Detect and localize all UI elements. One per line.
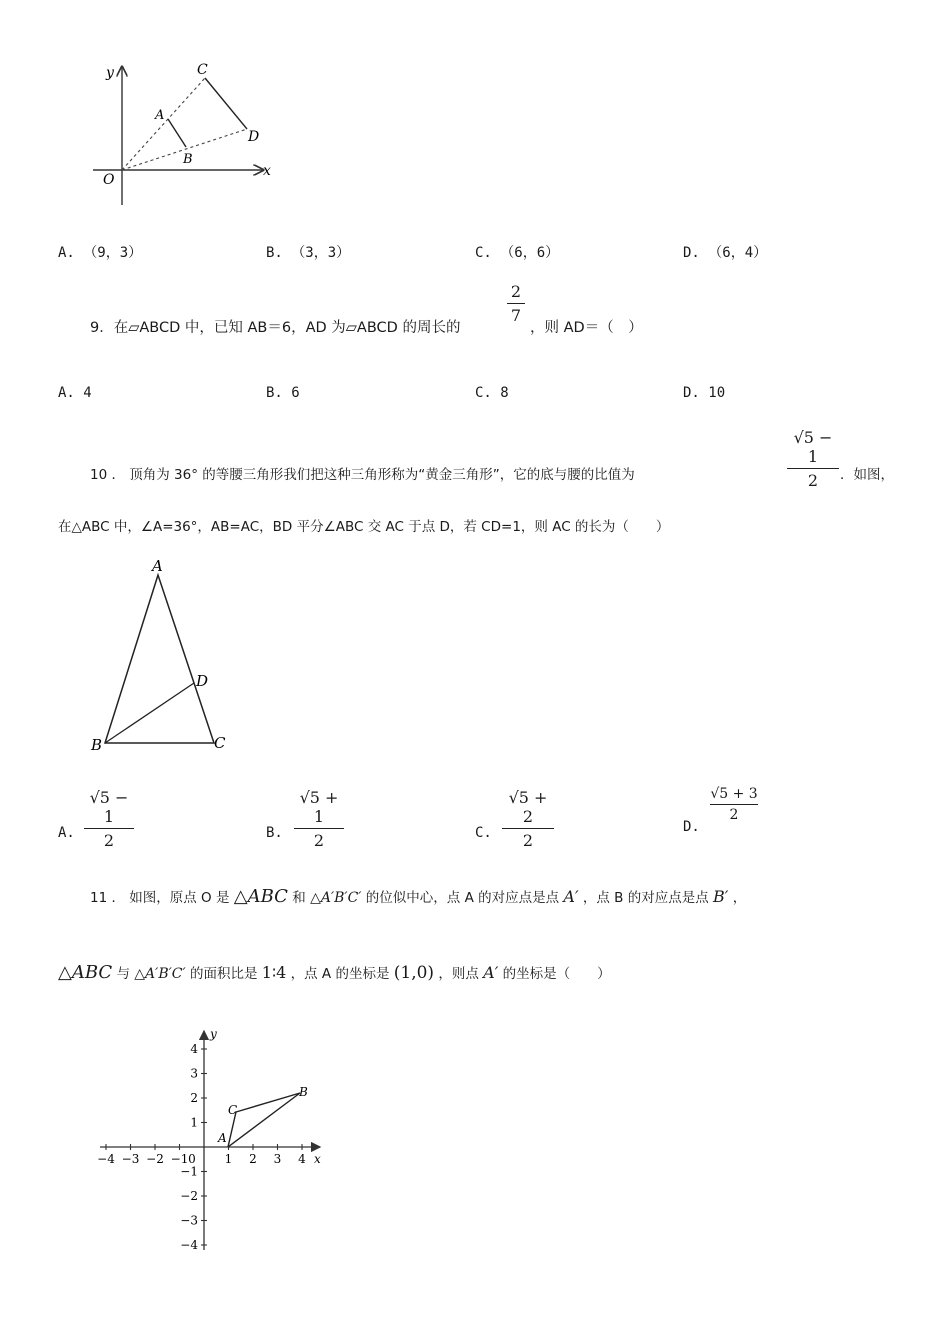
q11-y-tick-label: 2: [190, 1091, 198, 1105]
q10-option-c-bar: [502, 828, 554, 829]
q8-point-d-label: D: [248, 129, 260, 145]
q11-l1-e: ，: [732, 890, 747, 906]
q10-option-d-letter: D.: [683, 819, 700, 835]
q9-option-c[interactable]: C. 8: [475, 385, 509, 401]
q10-option-a-fraction: [84, 788, 134, 850]
q11-y-tick-label: 1: [190, 1115, 198, 1130]
q11-coordinate-a: (1,0): [393, 963, 435, 983]
q11-axes: [100, 1031, 320, 1250]
q10-golden-ratio-numerator: √5 − 1: [793, 428, 833, 466]
q11-coordinate-figure: [88, 1025, 338, 1260]
q11-point-b-label: B: [299, 1085, 308, 1099]
q10-option-d-numerator: √5 + 3: [710, 786, 758, 802]
q10-point-d-label: D: [196, 672, 209, 690]
q10-option-b-denominator: 2: [313, 831, 325, 850]
q9-fraction-denominator: 7: [510, 306, 522, 325]
q10-stem-line1-end: ．如图，: [840, 467, 894, 483]
q10-triangle-abc: [105, 575, 214, 743]
q11-l2-a: 与: [116, 966, 130, 982]
q11-l1-a: 11 ． 如图，原点 O 是: [90, 890, 230, 906]
q10-option-c-fraction: [502, 788, 554, 850]
q8-segment-cd: [205, 78, 247, 129]
q8-x-label: x: [263, 163, 271, 179]
q8-y-label: y: [106, 65, 114, 81]
q10-option-a-letter: A.: [58, 825, 75, 841]
q10-option-d-denominator: 2: [729, 807, 739, 823]
q11-x-tick-label: 4: [298, 1152, 306, 1166]
q10-option-d-bar: [710, 804, 758, 805]
q9-fraction-bar: [507, 303, 525, 304]
q11-y-tick-label: 3: [190, 1066, 198, 1081]
q11-l1-b: 和: [292, 890, 306, 906]
q8-point-a-label: A: [155, 108, 165, 123]
q11-point-b-prime: B′: [713, 887, 729, 906]
q11-stem-line1: [90, 886, 746, 907]
q9-fraction: [507, 282, 525, 325]
q11-y-tick-label: 4: [190, 1042, 198, 1056]
q11-y-label: y: [210, 1027, 217, 1041]
q8-point-b-label: B: [183, 152, 193, 167]
q10-option-b-fraction: [294, 788, 344, 850]
q11-l1-c: 的位似中心，点 A 的对应点是点: [365, 890, 560, 906]
q8-coordinate-figure: [85, 55, 285, 215]
q11-stem-line2: [58, 962, 611, 983]
q10-point-b-label: B: [91, 736, 103, 754]
q10-bisector-bd: [105, 683, 194, 743]
q10-option-b-numerator: √5 + 1: [299, 788, 339, 826]
q8-point-c-label: C: [197, 62, 208, 78]
q10-stem-line2: 在△ABC 中，∠A=36°，AB=AC，BD 平分∠ABC 交 AC 于点 D，若 CD=1，则 AC 的长为（ ）: [58, 519, 670, 535]
q11-x-tick-label: 2: [249, 1152, 257, 1166]
q8-origin-label: O: [103, 172, 115, 188]
q10-option-a-bar: [84, 828, 134, 829]
q11-x-label: x: [314, 1152, 321, 1166]
q11-point-a-prime: A′: [563, 887, 579, 906]
q11-triangle-abc-prime: △A′B′C′: [310, 890, 362, 906]
q10-golden-ratio-fraction: [787, 428, 839, 490]
q10-option-d-fraction: [710, 786, 758, 823]
q9-stem-suffix: ，则 AD＝（ ）: [530, 320, 643, 336]
q11-point-a-label: A: [218, 1131, 227, 1145]
q11-y-tick-label: −2: [180, 1189, 198, 1203]
q11-x-tick-label: −3: [121, 1152, 140, 1166]
q9-fraction-numerator: 2: [510, 282, 522, 301]
q11-l2-triangle-abc-prime: △A′B′C′: [134, 966, 186, 982]
q8-option-b[interactable]: B. （3，3）: [266, 245, 351, 261]
q10-point-a-label: A: [152, 557, 163, 575]
q9-stem: [90, 316, 460, 337]
q11-triangle-abc: △ABC: [233, 886, 288, 907]
q10-option-c-letter: C.: [475, 825, 492, 841]
q10-option-a-denominator: 2: [103, 831, 115, 850]
q10-stem-line1: 10 ． 顶角为 36° 的等腰三角形我们把这种三角形称为“黄金三角形”，它的底与腰的比值为: [90, 467, 635, 483]
q11-x-tick-label: −4: [97, 1152, 115, 1166]
q10-option-b-bar: [294, 828, 344, 829]
q10-option-c-denominator: 2: [522, 831, 534, 850]
q11-x-tick-label: −2: [146, 1152, 164, 1166]
q10-option-a-numerator: √5 − 1: [89, 788, 129, 826]
q11-l2-c: ，点 A 的坐标是: [290, 966, 390, 982]
q10-golden-ratio-bar: [787, 468, 839, 469]
q11-y-tick-label: −4: [180, 1238, 198, 1252]
q11-x-tick-label: 3: [273, 1152, 282, 1166]
q11-l2-point-a-prime: A′: [483, 963, 499, 982]
q11-x-tick-label: 0: [188, 1152, 196, 1166]
q8-segment-ab: [168, 119, 186, 147]
q8-option-a[interactable]: A. （9，3）: [58, 245, 143, 261]
q10-triangle-figure: [88, 555, 238, 760]
q10-golden-ratio-denominator: 2: [807, 471, 819, 490]
q10-point-c-label: C: [214, 734, 226, 752]
q11-l2-e: 的坐标是（ ）: [502, 966, 611, 982]
q10-option-c-numerator: √5 + 2: [508, 788, 548, 826]
q11-l1-d: ，点 B 的对应点是点: [582, 890, 709, 906]
q11-x-tick-label: 1: [224, 1152, 233, 1166]
q9-stem-prefix: 9．在▱ABCD 中，已知 AB＝6，AD 为▱ABCD 的周长的: [90, 320, 461, 336]
q10-option-b-letter: B.: [266, 825, 283, 841]
q11-triangle-shape: [228, 1093, 300, 1147]
q11-l2-triangle-abc: △ABC: [58, 962, 113, 983]
q11-l2-d: ，则点: [438, 966, 479, 982]
q9-option-a[interactable]: A. 4: [58, 385, 92, 401]
q8-option-c[interactable]: C. （6，6）: [475, 245, 560, 261]
q11-point-c-label: C: [228, 1103, 238, 1117]
q11-x-tick-label: −1: [170, 1152, 189, 1166]
q11-y-tick-label: −3: [180, 1213, 198, 1228]
q8-option-d[interactable]: D. （6，4）: [683, 245, 768, 261]
q11-y-tick-label: −1: [180, 1164, 198, 1179]
q11-area-ratio: 1∶4: [261, 963, 287, 982]
q9-option-b[interactable]: B. 6: [266, 385, 300, 401]
q9-option-d[interactable]: D. 10: [683, 385, 726, 401]
q11-l2-b: 的面积比是: [190, 966, 258, 982]
